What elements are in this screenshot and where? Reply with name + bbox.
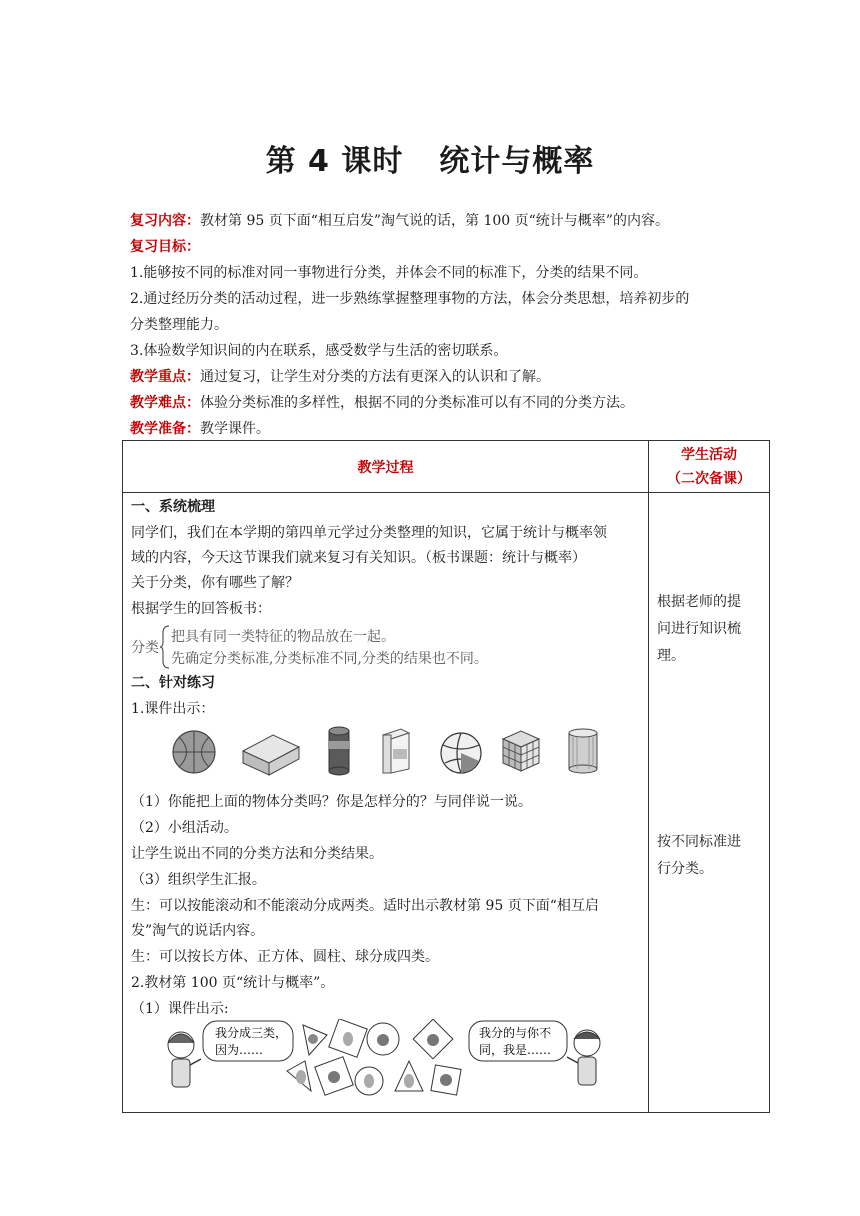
lesson-topic: 统计与概率: [439, 144, 595, 179]
brace-icon: [160, 625, 170, 669]
cylinder-can-icon: [327, 725, 351, 777]
classification-illustration: [161, 1019, 611, 1109]
cylinder-tin-icon: [567, 727, 599, 775]
process-line: 让学生说出不同的分类方法和分类结果。: [131, 846, 383, 862]
review-content-label: 复习内容：: [130, 213, 200, 229]
process-cell: [123, 493, 649, 1113]
process-line: 关于分类，你有哪些了解？: [131, 575, 299, 591]
key-point: 教学重点：通过复习，让学生对分类的方法有更深入的认识和了解。: [130, 369, 550, 385]
process-header: 教学过程: [123, 441, 649, 493]
board-summary: 分类 把具有同一类特征的物品放在一起。 先确定分类标准,分类标准不同,分类的结果也不同。: [131, 625, 551, 669]
activity-note: 按不同标准进 行分类。: [657, 834, 741, 877]
board-line: 把具有同一类特征的物品放在一起。: [171, 629, 395, 645]
process-line: （2）小组活动。: [131, 820, 238, 836]
process-line: 2.教材第 100 页“统计与概率”。: [131, 975, 335, 991]
cuboid-box-icon: [241, 729, 301, 777]
goal-item: 2.通过经历分类的活动过程，进一步熟练掌握整理事物的方法，体会分类思想，培养初步的: [130, 291, 690, 307]
activity-note: 根据老师的提 问进行知识梳 理。: [657, 594, 741, 664]
review-content-text: 教材第 95 页下面“相互启发”淘气说的话，第 100 页“统计与概率”的内容。: [200, 213, 669, 229]
process-line: 根据学生的回答板书：: [131, 601, 271, 617]
process-line: 同学们，我们在本学期的第四单元学过分类整理的知识，它属于统计与概率领: [131, 525, 607, 541]
review-content: [130, 208, 770, 234]
preparation: 教学准备：教学课件。: [130, 421, 270, 437]
lesson-number: 第 4 课时: [265, 144, 404, 179]
section-heading: 二、针对练习: [131, 675, 215, 691]
activity-header: 学生活动 （二次备课）: [649, 441, 770, 493]
process-line: （1）课件出示:: [131, 1001, 229, 1017]
girl-figure: [168, 1032, 201, 1087]
process-line: 生：可以按长方体、正方体、圆柱、球分成四类。: [131, 949, 439, 965]
page-title: [0, 136, 860, 180]
goal-item: 分类整理能力。: [130, 317, 228, 333]
section-heading: 一、系统梳理: [131, 499, 215, 515]
milk-box-icon: [379, 725, 411, 777]
review-goals-label: 复习目标：: [130, 239, 200, 255]
bubble-right-line2: 同，我是……: [479, 1043, 552, 1057]
process-line: （1）你能把上面的物体分类吗？你是怎样分的？与同伴说一说。: [131, 794, 532, 810]
goal-item: 1.能够按不同的标准对同一事物进行分类，并体会不同的标准下，分类的结果不同。: [130, 265, 648, 281]
boy-figure: [567, 1030, 600, 1085]
difficulty: 教学难点：体验分类标准的多样性，根据不同的分类标准可以有不同的分类方法。: [130, 395, 634, 411]
volleyball-icon: [439, 731, 483, 775]
process-line: 生：可以按能滚动和不能滚动分成两类。适时出示教材第 95 页下面“相互启: [131, 898, 599, 914]
bubble-left-line1: 我分成三类，: [215, 1026, 288, 1040]
basketball-icon: [171, 729, 217, 775]
process-line: 发”淘气的说话内容。: [131, 923, 265, 939]
bubble-right-line1: 我分的与你不: [479, 1026, 552, 1040]
activity-cell: [649, 493, 770, 1113]
bubble-left-line2: 因为……: [215, 1043, 264, 1057]
goal-item: 3.体验数学知识间的内在联系，感受数学与生活的密切联系。: [130, 343, 508, 359]
rubiks-cube-icon: [501, 729, 541, 773]
lesson-table: [122, 440, 770, 1113]
process-line: （3）组织学生汇报。: [131, 872, 266, 888]
process-line: 域的内容，今天这节课我们就来复习有关知识。（板书课题：统计与概率）: [131, 550, 586, 566]
board-line: 先确定分类标准,分类标准不同,分类的结果也不同。: [171, 651, 488, 667]
process-line: 1.课件出示：: [131, 701, 215, 717]
